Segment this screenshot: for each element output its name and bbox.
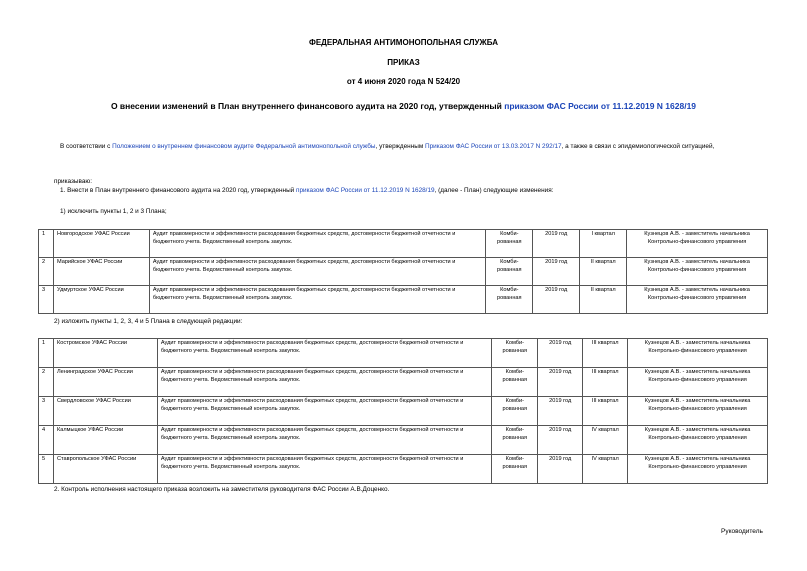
- cell-org: Свердловское УФАС России: [53, 397, 157, 426]
- intro-link-regulation[interactable]: Положением о внутреннем финансовом аудите Федеральной антимонопольной службы: [112, 143, 376, 150]
- cell-n: 1: [39, 339, 54, 368]
- doc-type: ПРИКАЗ: [387, 58, 420, 67]
- cell-year: 2019 год: [533, 230, 580, 258]
- table-row: [39, 397, 768, 426]
- cell-method: Комби-рованная: [486, 258, 533, 286]
- cell-n: 2: [39, 258, 54, 286]
- cell-subject: Аудит правомерности и эффективности расходования бюджетных средств, достоверности бюджетной отчетности и бюджетного учета. Ведомственный контроль закупок.: [157, 397, 491, 426]
- cell-quarter: II квартал: [580, 286, 627, 314]
- table-row: [39, 286, 768, 314]
- item-1: [60, 187, 760, 196]
- table-new: [38, 338, 768, 484]
- cell-n: 3: [39, 286, 54, 314]
- table-row: [39, 230, 768, 258]
- signature-title: Руководитель: [721, 528, 763, 535]
- cell-org: Ленинградское УФАС России: [53, 368, 157, 397]
- title-text: О внесении изменений в План внутреннего финансового аудита на 2020 год, утвержденный: [110, 101, 505, 111]
- cell-subject: Аудит правомерности и эффективности расходования бюджетных средств, достоверности бюджетной отчетности и бюджетного учета. Ведомственный контроль закупок.: [157, 339, 491, 368]
- cell-n: 1: [39, 230, 54, 258]
- cell-method: Комби-рованная: [492, 397, 538, 426]
- table-row: [39, 368, 768, 397]
- table-row: [39, 339, 768, 368]
- cell-year: 2019 год: [533, 286, 580, 314]
- cell-n: 2: [39, 368, 54, 397]
- cell-quarter: III квартал: [583, 339, 628, 368]
- cell-org: Ставропольское УФАС России: [53, 455, 157, 484]
- cell-year: 2019 год: [538, 397, 583, 426]
- cell-method: Комби-рованная: [492, 455, 538, 484]
- item1-link[interactable]: приказом ФАС России от 11.12.2019 N 1628/19: [296, 187, 435, 194]
- cell-resp: Кузнецов А.В. - заместитель начальника Контрольно-финансового управления: [627, 286, 768, 314]
- sub-item-2: 2) изложить пункты 1, 2, 3, 4 и 5 Плана в следующей редакции:: [54, 318, 243, 325]
- cell-resp: Кузнецов А.В. - заместитель начальника Контрольно-финансового управления: [628, 426, 768, 455]
- cell-quarter: II квартал: [580, 258, 627, 286]
- sub-item-1: 1) исключить пункты 1, 2 и 3 Плана;: [60, 208, 167, 215]
- intro-text-2: , утвержденным: [375, 143, 425, 150]
- intro-paragraph: [54, 143, 772, 152]
- table-row: [39, 258, 768, 286]
- cell-method: Комби-рованная: [486, 230, 533, 258]
- cell-subject: Аудит правомерности и эффективности расходования бюджетных средств, достоверности бюджетной отчетности и бюджетного учета. Ведомственный контроль закупок.: [149, 258, 485, 286]
- cell-subject: Аудит правомерности и эффективности расходования бюджетных средств, достоверности бюджетной отчетности и бюджетного учета. Ведомственный контроль закупок.: [149, 230, 485, 258]
- cell-resp: Кузнецов А.В. - заместитель начальника Контрольно-финансового управления: [628, 368, 768, 397]
- cell-n: 3: [39, 397, 54, 426]
- cell-quarter: III квартал: [583, 397, 628, 426]
- agency-name: ФЕДЕРАЛЬНАЯ АНТИМОНОПОЛЬНАЯ СЛУЖБА: [309, 38, 498, 47]
- item1-text-a: 1. Внести в План внутреннего финансового аудита на 2020 год, утвержденный: [60, 187, 297, 194]
- intro-text-1: В соответствии с: [60, 143, 113, 150]
- cell-org: Новгородское УФАС России: [53, 230, 149, 258]
- cell-n: 4: [39, 426, 54, 455]
- item-2: 2. Контроль исполнения настоящего приказа возложить на заместителя руководителя ФАС России А.В.Доценко.: [54, 486, 390, 493]
- cell-method: Комби-рованная: [492, 368, 538, 397]
- cell-quarter: IV квартал: [583, 455, 628, 484]
- cell-n: 5: [39, 455, 54, 484]
- cell-org: Костромское УФАС России: [53, 339, 157, 368]
- table-row: [39, 455, 768, 484]
- cell-year: 2019 год: [538, 368, 583, 397]
- cell-resp: Кузнецов А.В. - заместитель начальника Контрольно-финансового управления: [627, 230, 768, 258]
- cell-subject: Аудит правомерности и эффективности расходования бюджетных средств, достоверности бюджетной отчетности и бюджетного учета. Ведомственный контроль закупок.: [157, 426, 491, 455]
- cell-resp: Кузнецов А.В. - заместитель начальника Контрольно-финансового управления: [628, 455, 768, 484]
- table-row: [39, 426, 768, 455]
- item1-text-b: , (далее - План) следующие изменения:: [434, 187, 554, 194]
- cell-year: 2019 год: [533, 258, 580, 286]
- doc-date-number: от 4 июня 2020 года N 524/20: [346, 77, 461, 86]
- cell-method: Комби-рованная: [492, 339, 538, 368]
- cell-quarter: I квартал: [580, 230, 627, 258]
- cell-year: 2019 год: [538, 339, 583, 368]
- page-title: [0, 101, 807, 111]
- cell-org: Удмуртское УФАС России: [53, 286, 149, 314]
- cell-org: Калмыцкое УФАС России: [53, 426, 157, 455]
- cell-year: 2019 год: [538, 426, 583, 455]
- prikazyvayu: приказываю:: [54, 178, 92, 185]
- intro-link-order[interactable]: Приказом ФАС России от 13.03.2017 N 292/17: [425, 143, 562, 150]
- cell-method: Комби-рованная: [486, 286, 533, 314]
- cell-year: 2019 год: [538, 455, 583, 484]
- intro-text-3: , а также в связи с эпидемиологической ситуацией,: [561, 143, 715, 150]
- cell-subject: Аудит правомерности и эффективности расходования бюджетных средств, достоверности бюджетной отчетности и бюджетного учета. Ведомственный контроль закупок.: [157, 455, 491, 484]
- cell-quarter: IV квартал: [583, 426, 628, 455]
- cell-quarter: III квартал: [583, 368, 628, 397]
- cell-resp: Кузнецов А.В. - заместитель начальника Контрольно-финансового управления: [628, 397, 768, 426]
- cell-resp: Кузнецов А.В. - заместитель начальника Контрольно-финансового управления: [627, 258, 768, 286]
- title-link[interactable]: приказом ФАС России от 11.12.2019 N 1628/19: [504, 101, 697, 111]
- cell-resp: Кузнецов А.В. - заместитель начальника Контрольно-финансового управления: [628, 339, 768, 368]
- table-excluded: [38, 229, 768, 314]
- cell-subject: Аудит правомерности и эффективности расходования бюджетных средств, достоверности бюджетной отчетности и бюджетного учета. Ведомственный контроль закупок.: [149, 286, 485, 314]
- cell-org: Марийское УФАС России: [53, 258, 149, 286]
- cell-subject: Аудит правомерности и эффективности расходования бюджетных средств, достоверности бюджетной отчетности и бюджетного учета. Ведомственный контроль закупок.: [157, 368, 491, 397]
- cell-method: Комби-рованная: [492, 426, 538, 455]
